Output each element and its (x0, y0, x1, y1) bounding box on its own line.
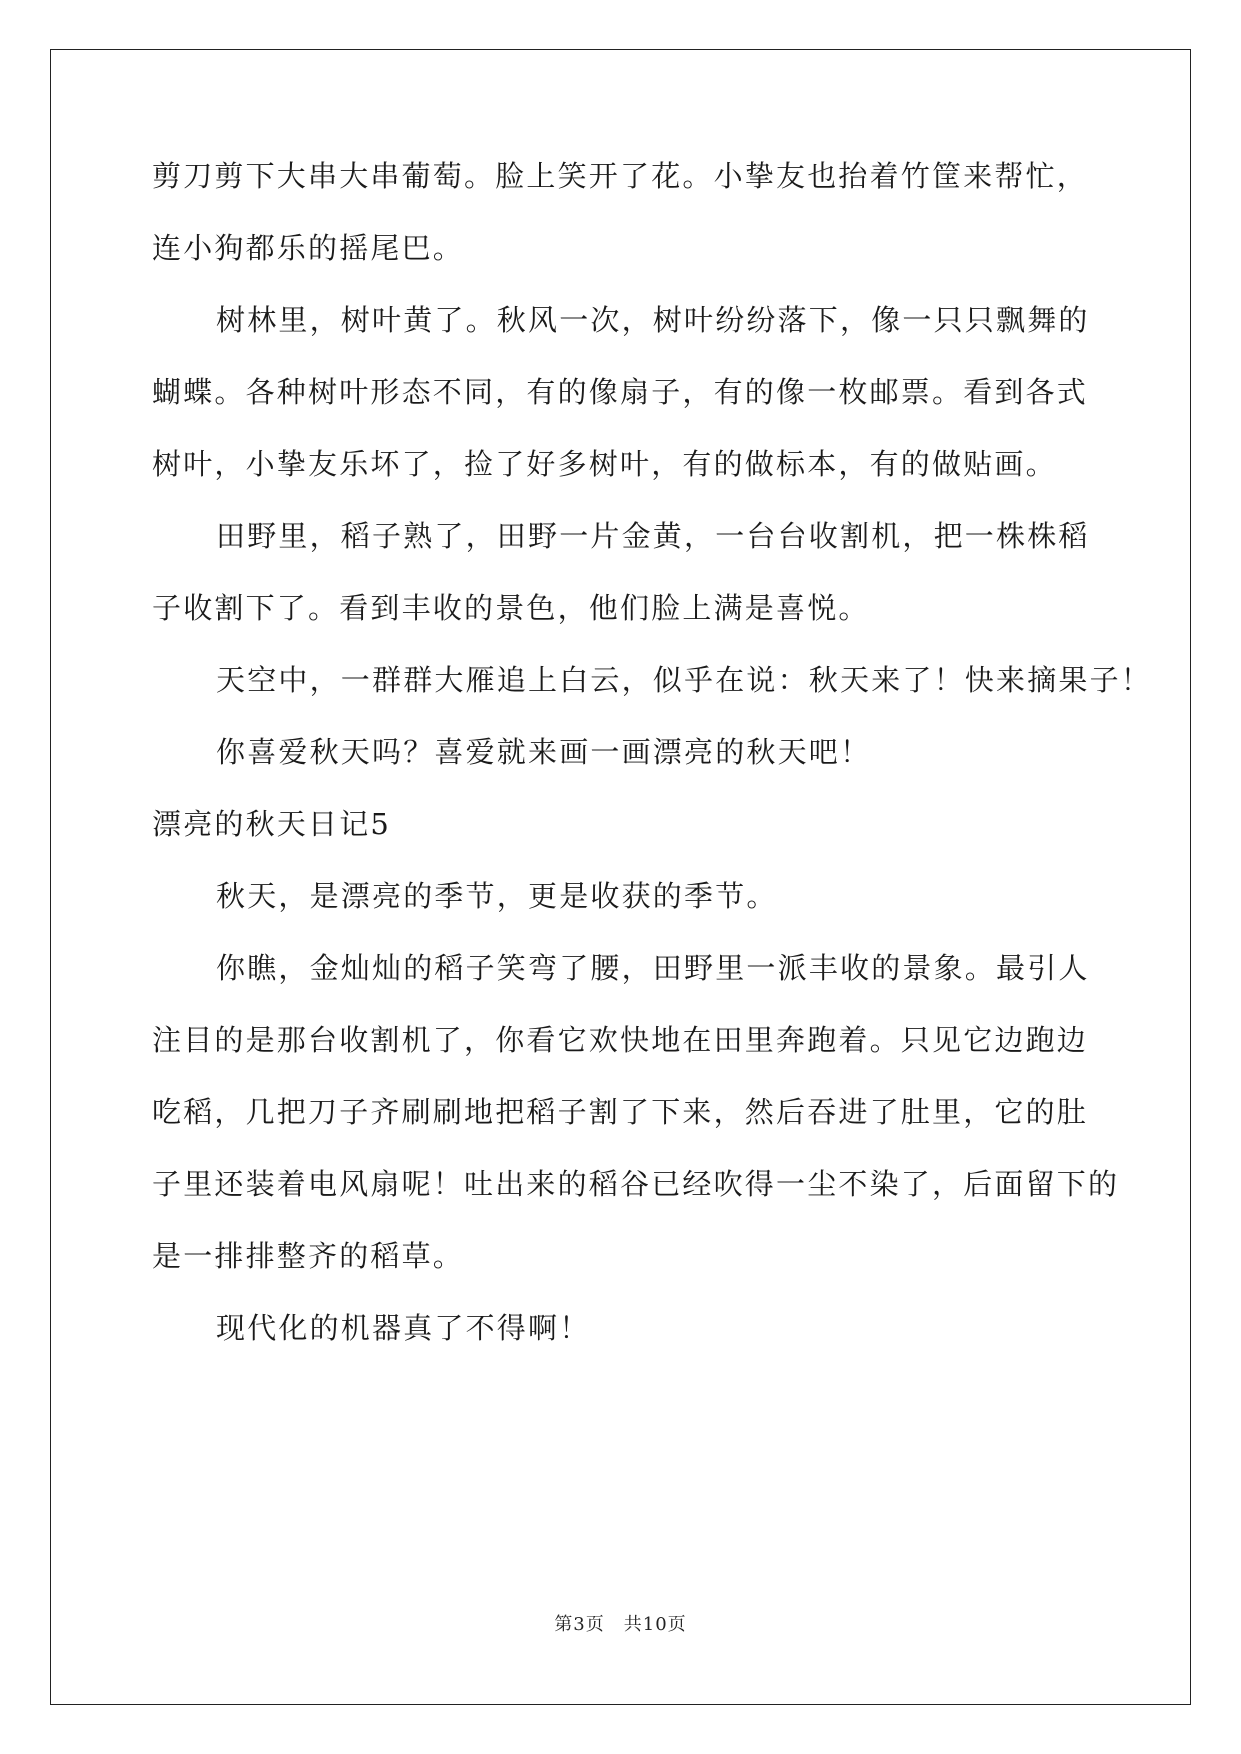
paragraph-start-line: 现代化的机器真了不得啊！ (216, 1311, 591, 1345)
text-line: 子收割下了。看到丰收的景色，他们脸上满是喜悦。 (152, 591, 870, 625)
text-line: 是一排排整齐的稻草。 (152, 1239, 465, 1273)
text-line: 吃稻，几把刀子齐刷刷地把稻子割了下来，然后吞进了肚里，它的肚 (152, 1095, 1089, 1129)
page-number-footer: 第3页 共10页 (554, 1614, 687, 1635)
text-line: 树叶，小挚友乐坏了，捡了好多树叶，有的做标本，有的做贴画。 (152, 447, 1057, 481)
paragraph-start-line: 田野里，稻子熟了，田野一片金黄，一台台收割机，把一株株稻 (216, 519, 1090, 553)
text-line: 剪刀剪下大串大串葡萄。脸上笑开了花。小挚友也抬着竹筐来帮忙， (152, 159, 1089, 193)
section-heading: 漂亮的秋天日记5 (152, 807, 392, 841)
paragraph-start-line: 你喜爱秋天吗？喜爱就来画一画漂亮的秋天吧！ (216, 735, 872, 769)
text-line: 注目的是那台收割机了，你看它欢快地在田里奔跑着。只见它边跑边 (152, 1023, 1089, 1057)
paragraph-start-line: 秋天，是漂亮的季节，更是收获的季节。 (216, 879, 778, 913)
paragraph-start-line: 树林里，树叶黄了。秋风一次，树叶纷纷落下，像一只只飘舞的 (216, 303, 1090, 337)
text-line: 连小狗都乐的摇尾巴。 (152, 231, 465, 265)
paragraph-start-line: 天空中，一群群大雁追上白云，似乎在说：秋天来了！快来摘果子！ (216, 663, 1153, 697)
text-line: 蝴蝶。各种树叶形态不同，有的像扇子，有的像一枚邮票。看到各式 (152, 375, 1089, 409)
paragraph-start-line: 你瞧，金灿灿的稻子笑弯了腰，田野里一派丰收的景象。最引人 (216, 951, 1090, 985)
text-line: 子里还装着电风扇呢！吐出来的稻谷已经吹得一尘不染了，后面留下的 (152, 1167, 1120, 1201)
